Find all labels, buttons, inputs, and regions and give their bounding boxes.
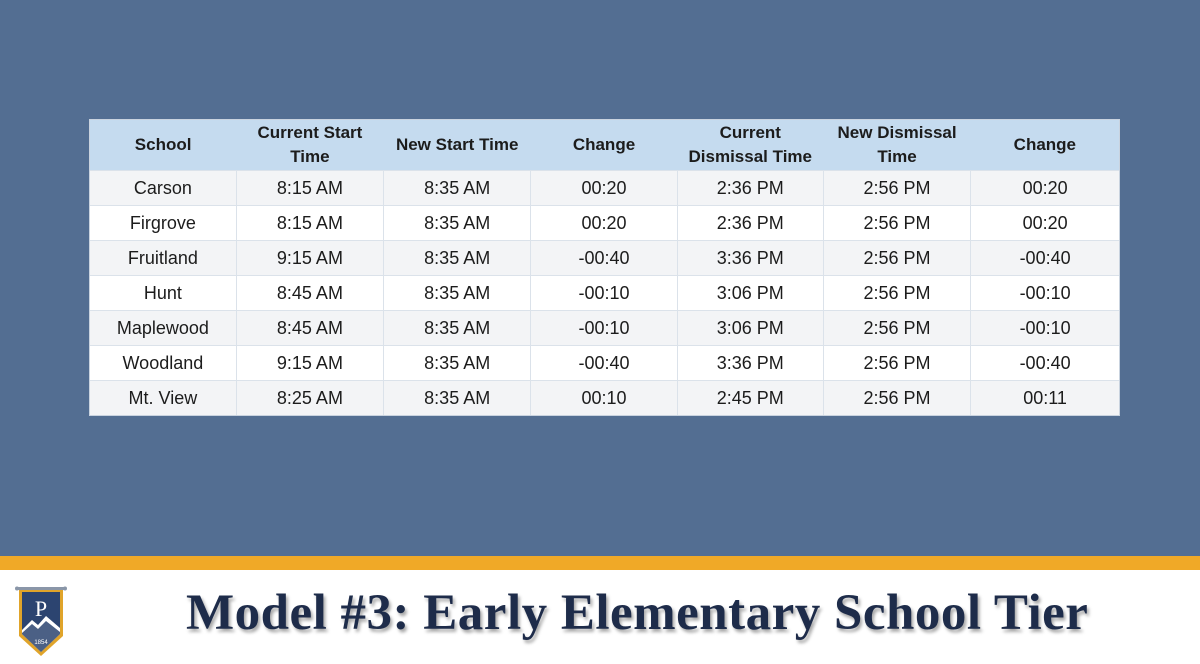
table-cell: Mt. View [90, 381, 236, 416]
table-cell: 2:36 PM [677, 206, 823, 241]
table-row [90, 206, 1119, 241]
table-cell: -00:10 [531, 276, 677, 311]
table-cell: 2:56 PM [823, 276, 970, 311]
table-cell: 8:25 AM [236, 381, 383, 416]
svg-text:1854: 1854 [34, 640, 48, 646]
table-cell: 8:15 AM [236, 171, 383, 206]
table-cell: 3:06 PM [677, 311, 823, 346]
table-cell: 9:15 AM [236, 241, 383, 276]
table-cell: 9:15 AM [236, 346, 383, 381]
table-cell: 3:36 PM [677, 346, 823, 381]
header-dismissal-change: Change [971, 120, 1119, 171]
table-row [90, 381, 1119, 416]
schedule-table-container [89, 119, 1120, 416]
table-cell: 8:35 AM [384, 171, 531, 206]
table-cell: Firgrove [90, 206, 236, 241]
table-cell: 3:06 PM [677, 276, 823, 311]
table-row [90, 311, 1119, 346]
table-cell: 00:20 [531, 171, 677, 206]
table-header-row [90, 120, 1119, 171]
table-cell: Hunt [90, 276, 236, 311]
table-cell: -00:10 [971, 276, 1119, 311]
table-cell: -00:10 [531, 311, 677, 346]
table-cell: 2:56 PM [823, 241, 970, 276]
table-cell: -00:40 [971, 241, 1119, 276]
table-row [90, 346, 1119, 381]
table-cell: 8:45 AM [236, 311, 383, 346]
table-cell: Carson [90, 171, 236, 206]
table-cell: -00:40 [531, 241, 677, 276]
table-cell: -00:40 [531, 346, 677, 381]
table-cell: 2:56 PM [823, 311, 970, 346]
table-cell: Fruitland [90, 241, 236, 276]
table-cell: 2:56 PM [823, 381, 970, 416]
table-cell: 00:11 [971, 381, 1119, 416]
table-cell: 00:20 [971, 206, 1119, 241]
header-current-dismissal-time: Current Dismissal Time [677, 120, 823, 171]
table-cell: 8:45 AM [236, 276, 383, 311]
table-cell: 8:35 AM [384, 206, 531, 241]
header-start-change: Change [531, 120, 677, 171]
table-cell: 2:36 PM [677, 171, 823, 206]
table-cell: 8:35 AM [384, 311, 531, 346]
table-cell: -00:10 [971, 311, 1119, 346]
schedule-table [90, 120, 1119, 415]
table-cell: 8:15 AM [236, 206, 383, 241]
table-cell: 2:56 PM [823, 206, 970, 241]
table-row [90, 171, 1119, 206]
table-cell: 2:45 PM [677, 381, 823, 416]
table-row [90, 276, 1119, 311]
header-new-start-time: New Start Time [384, 120, 531, 171]
table-cell: -00:40 [971, 346, 1119, 381]
accent-bar [0, 556, 1200, 570]
table-cell: 2:56 PM [823, 171, 970, 206]
table-cell: 8:35 AM [384, 241, 531, 276]
table-cell: 2:56 PM [823, 346, 970, 381]
header-school: School [90, 120, 236, 171]
table-cell: 00:10 [531, 381, 677, 416]
header-new-dismissal-time: New Dismissal Time [823, 120, 970, 171]
table-cell: 3:36 PM [677, 241, 823, 276]
footer [0, 570, 1200, 664]
slide-title: Model #3: Early Elementary School Tier [186, 585, 1089, 641]
svg-text:P: P [34, 596, 48, 621]
table-cell: Maplewood [90, 311, 236, 346]
table-cell: 00:20 [971, 171, 1119, 206]
table-row [90, 241, 1119, 276]
table-cell: 00:20 [531, 206, 677, 241]
school-crest-icon [14, 586, 68, 658]
table-body [90, 171, 1119, 416]
table-cell: Woodland [90, 346, 236, 381]
table-cell: 8:35 AM [384, 346, 531, 381]
header-current-start-time: Current Start Time [236, 120, 383, 171]
table-cell: 8:35 AM [384, 381, 531, 416]
table-cell: 8:35 AM [384, 276, 531, 311]
